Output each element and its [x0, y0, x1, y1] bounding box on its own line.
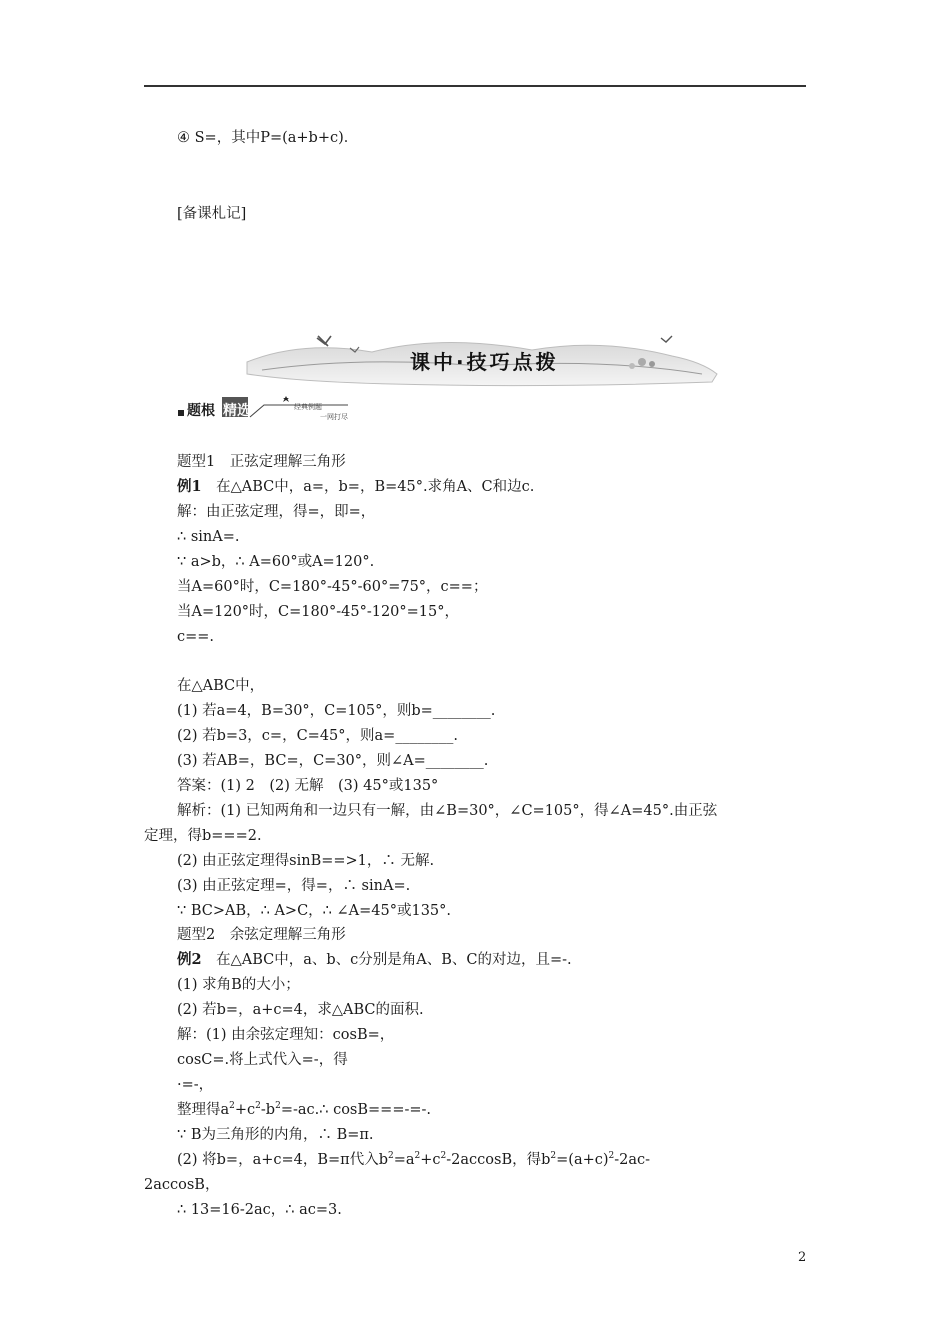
- solution-line: ∴ sinA=.: [177, 529, 240, 545]
- solution-line: 解：由正弦定理，得=，即=，: [177, 504, 376, 520]
- analysis-line: ∵ BC>AB，∴ A>C，∴ ∠A=45°或135°.: [177, 903, 452, 919]
- example-2: 例2 在△ABC中，a、b、c分别是角A、B、C的对边，且=-.: [177, 951, 572, 968]
- answer-line: 答案：(1) 2 (2) 无解 (3) 45°或135°: [177, 778, 439, 794]
- example-1: 例1 在△ABC中，a=，b=，B=45°.求角A、C和边c.: [177, 478, 535, 495]
- tag-label-2: 精选: [223, 403, 251, 419]
- exercise-item: (3) 若AB=，BC=，C=30°，则∠A=________.: [177, 753, 489, 769]
- formula-item-4: ④ S=，其中P=(a+b+c)．: [177, 130, 359, 146]
- section-heading-2: 题型2 余弦定理解三角形: [177, 927, 346, 943]
- solution-line: 当A=60°时，C=180°-45°-60°=75°，c==；: [177, 579, 488, 595]
- solution-line: 2accosB，: [144, 1177, 220, 1193]
- header-rule: [144, 85, 806, 87]
- exercise-item: (2) 若b=3，c=，C=45°，则a=________.: [177, 728, 458, 744]
- question-item: (2) 若b=，a+c=4，求△ABC的面积.: [177, 1002, 424, 1018]
- exercise-intro: 在△ABC中，: [177, 678, 265, 694]
- solution-line: ∵ a>b，∴ A=60°或A=120°.: [177, 554, 375, 570]
- question-item: (1) 求角B的大小；: [177, 977, 300, 993]
- tag-small-1: 经典例题: [294, 403, 322, 411]
- solution-line: 整理得$a^2+c^2-b^2=-ac.\therefore$ cosB===-=-.: [177, 1101, 432, 1118]
- solution-line: cosC=.将上式代入=-，得: [177, 1052, 348, 1068]
- solution-line: 解：(1) 由余弦定理知：cosB=，: [177, 1027, 395, 1043]
- notes-label: [备课札记]: [177, 206, 247, 222]
- solution-line: ·=-，: [177, 1077, 214, 1093]
- exercise-item: (1) 若a=4，B=30°，C=105°，则b=________.: [177, 703, 496, 719]
- tag-small-2: 一网打尽: [320, 413, 348, 421]
- section-banner-title: 课中·技巧点拨: [410, 350, 559, 374]
- solution-line: ∴ 13=16-2ac，∴ ac=3.: [177, 1202, 342, 1218]
- solution-line: ∵ B为三角形的内角，∴ B=π.: [177, 1127, 374, 1143]
- solution-line: (2) 将b=，a+c=4，B=π代入$b^2=a^2+c^2-2accosB$，得$b^2=(a+c)^2-2ac-$: [177, 1151, 651, 1168]
- solution-line: 当A=120°时，C=180°-45°-120°=15°，: [177, 604, 459, 620]
- analysis-line: 定理，得b===2.: [144, 828, 262, 844]
- analysis-line: (2) 由正弦定理得sinB==>1，∴ 无解.: [177, 853, 435, 869]
- page-number: 2: [798, 1250, 807, 1265]
- solution-line: c==.: [177, 629, 215, 645]
- tag-label-1: 题根: [187, 403, 215, 419]
- section-heading-1: 题型1 正弦定理解三角形: [177, 454, 346, 470]
- analysis-line: (3) 由正弦定理=，得=，∴ sinA=.: [177, 878, 411, 894]
- analysis-line: 解析：(1) 已知两角和一边只有一解，由∠B=30°，∠C=105°，得∠A=45°.由正弦: [177, 803, 718, 819]
